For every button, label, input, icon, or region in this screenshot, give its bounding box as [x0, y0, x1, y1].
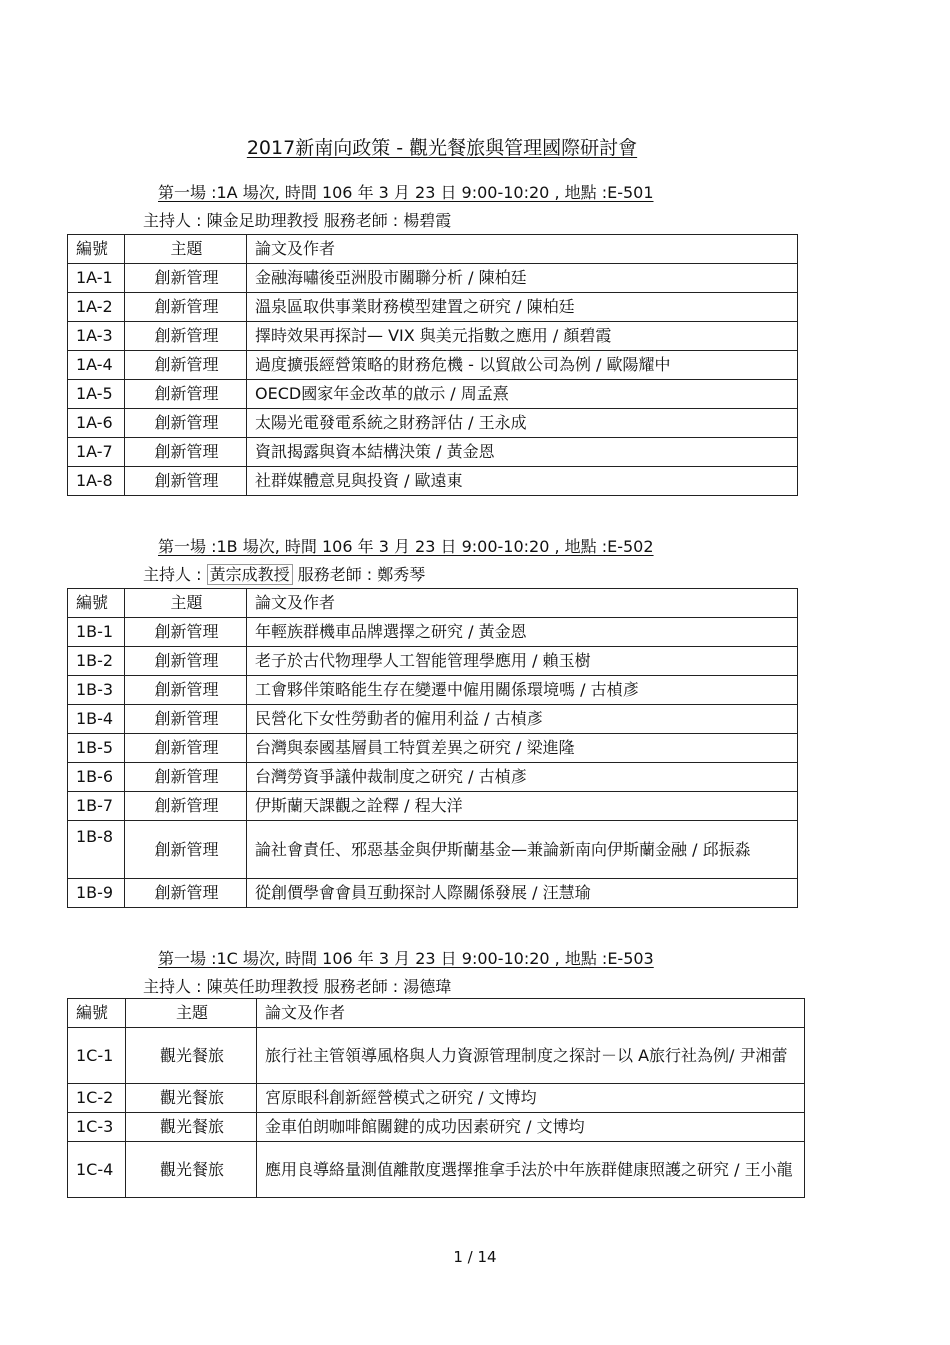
assistant-label: 服務老師 :	[297, 565, 378, 584]
cell-id: 1C-1	[68, 1028, 126, 1084]
cell-topic: 創新管理	[125, 467, 247, 496]
assistant-name: 湯德瑋	[403, 977, 452, 996]
session-1c-header: 第一場 :1C 場次, 時間 106 年 3 月 23 日 9:00-10:20 , 地點 :E-503	[158, 949, 654, 968]
cell-paper: 擇時效果再探討— VIX 與美元指數之應用 / 顏碧霞	[247, 322, 798, 351]
table-row	[68, 438, 798, 467]
table-header-row	[68, 235, 798, 264]
cell-id: 1A-5	[68, 380, 125, 409]
cell-topic: 觀光餐旅	[126, 1113, 257, 1142]
column-header: 論文及作者	[247, 589, 798, 618]
cell-topic: 創新管理	[125, 438, 247, 467]
cell-id: 1B-3	[68, 676, 125, 705]
host-label: 主持人 :	[143, 211, 207, 230]
cell-paper: 資訊揭露與資本結構決策 / 黃金恩	[247, 438, 798, 467]
host-name: 陳金足助理教授	[206, 211, 319, 230]
table-row	[68, 351, 798, 380]
cell-id: 1A-2	[68, 293, 125, 322]
table-row	[68, 1142, 805, 1198]
cell-id: 1C-2	[68, 1084, 126, 1113]
cell-topic: 創新管理	[125, 409, 247, 438]
cell-paper: 金車伯朗咖啡館關鍵的成功因素研究 / 文博均	[257, 1113, 805, 1142]
cell-topic: 創新管理	[125, 879, 247, 908]
cell-id: 1B-5	[68, 734, 125, 763]
table-row	[68, 618, 798, 647]
cell-topic: 創新管理	[125, 647, 247, 676]
cell-paper: 論社會責任、邪惡基金與伊斯蘭基金—兼論新南向伊斯蘭金融 / 邱振淼	[247, 821, 798, 879]
table-row	[68, 293, 798, 322]
cell-paper: OECD國家年金改革的啟示 / 周孟熹	[247, 380, 798, 409]
cell-paper: 老子於古代物理學人工智能管理學應用 / 賴玉樹	[247, 647, 798, 676]
column-header: 編號	[68, 589, 125, 618]
cell-topic: 創新管理	[125, 618, 247, 647]
cell-topic: 創新管理	[125, 821, 247, 879]
table-row	[68, 821, 798, 879]
host-name: 黃宗成教授	[207, 564, 293, 585]
table-row	[68, 1113, 805, 1142]
cell-id: 1C-4	[68, 1142, 126, 1198]
cell-id: 1A-1	[68, 264, 125, 293]
table-row	[68, 467, 798, 496]
session-1b-header: 第一場 :1B 場次, 時間 106 年 3 月 23 日 9:00-10:20 , 地點 :E-502	[158, 537, 654, 556]
table-row	[68, 322, 798, 351]
table-header-row	[68, 999, 805, 1028]
cell-paper: 旅行社主管領導風格與人力資源管理制度之探討－以 A旅行社為例/ 尹湘蕾	[257, 1028, 805, 1084]
cell-topic: 創新管理	[125, 676, 247, 705]
session-1b-table	[67, 588, 798, 908]
assistant-label: 服務老師 :	[323, 211, 404, 230]
table-row	[68, 409, 798, 438]
session-1c-table	[67, 998, 805, 1198]
column-header: 主題	[126, 999, 257, 1028]
document-title: 2017新南向政策 - 觀光餐旅與管理國際研討會	[246, 137, 638, 159]
cell-paper: 過度擴張經營策略的財務危機 - 以貿啟公司為例 / 歐陽耀中	[247, 351, 798, 380]
cell-id: 1B-4	[68, 705, 125, 734]
cell-topic: 創新管理	[125, 792, 247, 821]
cell-paper: 台灣勞資爭議仲裁制度之研究 / 古楨彥	[247, 763, 798, 792]
cell-paper: 台灣與泰國基層員工特質差異之研究 / 梁進隆	[247, 734, 798, 763]
table-row	[68, 879, 798, 908]
cell-paper: 工會夥伴策略能生存在變遷中僱用關係環境嗎 / 古楨彥	[247, 676, 798, 705]
cell-paper: 伊斯蘭天課觀之詮釋 / 程大洋	[247, 792, 798, 821]
cell-id: 1A-3	[68, 322, 125, 351]
page-number: 1 / 14	[453, 1248, 497, 1266]
column-header: 主題	[125, 235, 247, 264]
cell-id: 1B-6	[68, 763, 125, 792]
column-header: 編號	[68, 235, 125, 264]
table-row	[68, 763, 798, 792]
cell-topic: 觀光餐旅	[126, 1142, 257, 1198]
cell-id: 1B-1	[68, 618, 125, 647]
cell-id: 1B-2	[68, 647, 125, 676]
cell-topic: 創新管理	[125, 293, 247, 322]
table-row	[68, 705, 798, 734]
cell-paper: 應用良導絡量測值離散度選擇推拿手法於中年族群健康照護之研究 / 王小龍	[257, 1142, 805, 1198]
column-header: 論文及作者	[257, 999, 805, 1028]
cell-id: 1B-8	[68, 821, 125, 879]
cell-id: 1B-9	[68, 879, 125, 908]
table-row	[68, 264, 798, 293]
cell-id: 1C-3	[68, 1113, 126, 1142]
cell-topic: 創新管理	[125, 351, 247, 380]
cell-topic: 創新管理	[125, 705, 247, 734]
host-label: 主持人 :	[143, 977, 207, 996]
session-1a-host-line	[143, 208, 451, 231]
cell-id: 1A-8	[68, 467, 125, 496]
cell-topic: 創新管理	[125, 734, 247, 763]
session-1b-host-line	[143, 562, 425, 585]
host-label: 主持人 :	[143, 565, 207, 584]
session-1a-header: 第一場 :1A 場次, 時間 106 年 3 月 23 日 9:00-10:20 , 地點 :E-501	[158, 183, 654, 202]
cell-topic: 創新管理	[125, 264, 247, 293]
column-header: 主題	[125, 589, 247, 618]
cell-paper: 民營化下女性勞動者的僱用利益 / 古楨彥	[247, 705, 798, 734]
assistant-name: 鄭秀琴	[377, 565, 426, 584]
table-row	[68, 676, 798, 705]
cell-paper: 從創價學會會員互動探討人際關係發展 / 汪慧瑜	[247, 879, 798, 908]
cell-paper: 溫泉區取供事業財務模型建置之研究 / 陳柏廷	[247, 293, 798, 322]
table-row	[68, 1084, 805, 1113]
table-header-row	[68, 589, 798, 618]
assistant-name: 楊碧霞	[403, 211, 452, 230]
cell-topic: 創新管理	[125, 322, 247, 351]
cell-topic: 創新管理	[125, 763, 247, 792]
table-row	[68, 734, 798, 763]
cell-paper: 金融海嘯後亞洲股市關聯分析 / 陳柏廷	[247, 264, 798, 293]
session-1c-host-line	[143, 974, 451, 997]
cell-id: 1B-7	[68, 792, 125, 821]
table-row	[68, 792, 798, 821]
column-header: 編號	[68, 999, 126, 1028]
column-header: 論文及作者	[247, 235, 798, 264]
cell-topic: 觀光餐旅	[126, 1084, 257, 1113]
cell-id: 1A-7	[68, 438, 125, 467]
cell-paper: 社群媒體意見與投資 / 歐遠東	[247, 467, 798, 496]
table-row	[68, 1028, 805, 1084]
cell-topic: 觀光餐旅	[126, 1028, 257, 1084]
table-row	[68, 647, 798, 676]
assistant-label: 服務老師 :	[323, 977, 404, 996]
cell-id: 1A-6	[68, 409, 125, 438]
session-1a-table	[67, 234, 798, 496]
cell-paper: 太陽光電發電系統之財務評估 / 王永成	[247, 409, 798, 438]
cell-topic: 創新管理	[125, 380, 247, 409]
cell-id: 1A-4	[68, 351, 125, 380]
table-row	[68, 380, 798, 409]
host-name: 陳英任助理教授	[206, 977, 319, 996]
cell-paper: 宮原眼科創新經營模式之研究 / 文博均	[257, 1084, 805, 1113]
cell-paper: 年輕族群機車品牌選擇之研究 / 黃金恩	[247, 618, 798, 647]
